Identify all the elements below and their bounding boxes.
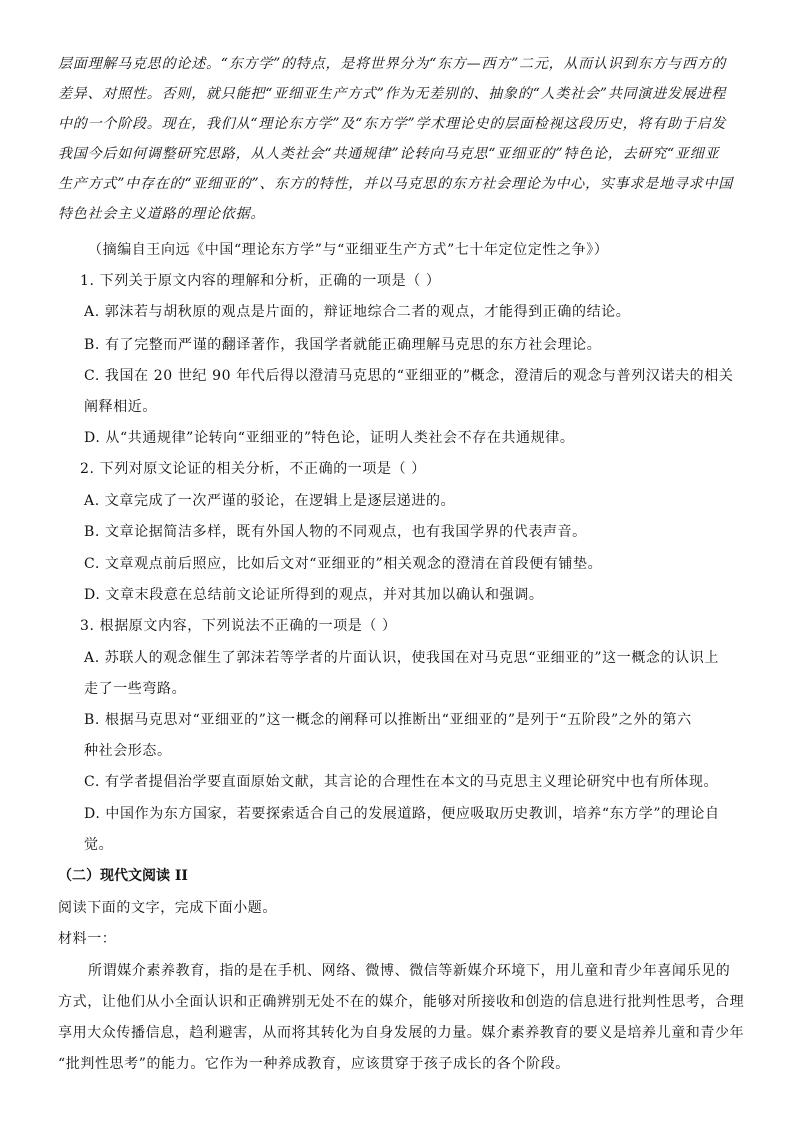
- question-stem: 2. 下列对原文论证的相关分析，不正确的一项是（ ）: [80, 461, 426, 477]
- question-option-continued: 种社会形态。: [84, 743, 172, 759]
- question-option-continued: 走了一些弯路。: [84, 681, 187, 697]
- passage-line: 层面理解马克思的论述。“东方学”的特点，是将世界分为“东方—西方”二元，从而认识到东方与西方的: [58, 56, 727, 72]
- question-option: A. 文章完成了一次严谨的驳论，在逻辑上是逐层递进的。: [84, 493, 456, 509]
- question-option: C. 我国在 20 世纪 90 年代后得以澄清马克思的“亚细亚的”概念，澄清后的观念与普列汉诺夫的相关: [84, 368, 734, 384]
- question-option: D. 中国作为东方国家，若要探索适合自己的发展道路，便应吸取历史教训，培养“东方学”的理论自: [84, 806, 720, 822]
- material-paragraph-line: 所谓媒介素养教育，指的是在手机、网络、微博、微信等新媒介环境下，用儿童和青少年喜闻乐见的: [88, 963, 731, 979]
- question-option: B. 根据马克思对“亚细亚的”这一概念的阐释可以推断出“亚细亚的”是列于“五阶段”之外的第六: [84, 712, 692, 728]
- material-paragraph-line: 享用大众传播信息，趋利避害，从而将其转化为自身发展的力量。媒介素养教育的要义是培养儿童和青少年: [58, 1025, 745, 1041]
- citation: （摘编自王向远《中国“理论东方学”与“亚细亚生产方式”七十年定位定性之争》）: [88, 242, 609, 258]
- material-label: 材料一：: [58, 931, 117, 947]
- question-option: C. 文章观点前后照应，比如后文对“亚细亚的”相关观念的澄清在首段便有铺垫。: [84, 556, 603, 572]
- question-option-continued: 阐释相近。: [84, 399, 157, 415]
- question-option: A. 郭沫若与胡秋原的观点是片面的，辩证地综合二者的观点，才能得到正确的结论。: [84, 304, 631, 320]
- material-paragraph-line: 方式，让他们从小全面认识和正确辨别无处不在的媒介，能够对所接收和创造的信息进行批判性思考，合理: [58, 994, 745, 1010]
- question-option: A. 苏联人的观念催生了郭沫若等学者的片面认识，使我国在对马克思“亚细亚的”这一概念的认识上: [84, 650, 719, 666]
- material-paragraph-line: “批判性思考”的能力。它作为一种养成教育，应该贯穿于孩子成长的各个阶段。: [58, 1056, 570, 1072]
- question-option-continued: 觉。: [84, 837, 114, 853]
- passage-line: 我国今后如何调整研究思路，从人类社会“共通规律”论转向马克思“亚细亚的”特色论，去研究“亚细亚: [58, 146, 720, 162]
- question-stem: 3. 根据原文内容，下列说法不正确的一项是（ ）: [80, 618, 397, 634]
- question-stem: 1. 下列关于原文内容的理解和分析，正确的一项是（ ）: [80, 273, 441, 289]
- question-option: D. 从“共通规律”论转向“亚细亚的”特色论，证明人类社会不存在共通规律。: [84, 430, 575, 446]
- section-heading: （二）现代文阅读 II: [58, 868, 188, 884]
- question-option: B. 有了完整而严谨的翻译著作，我国学者就能正确理解马克思的东方社会理论。: [84, 337, 602, 353]
- question-option: B. 文章论据简洁多样，既有外国人物的不同观点，也有我国学界的代表声音。: [84, 524, 587, 540]
- question-option: D. 文章末段意在总结前文论证所得到的观点，并对其加以确认和强调。: [84, 587, 544, 603]
- passage-line: 中的一个阶段。现在，我们从“理论东方学”及“东方学”学术理论史的层面检视这段历史，将有助于启发: [58, 116, 727, 132]
- section-instruction: 阅读下面的文字，完成下面小题。: [58, 900, 277, 916]
- passage-line: 特色社会主义道路的理论依据。: [58, 206, 266, 222]
- passage-line: 生产方式”中存在的“亚细亚的”、东方的特性，并以马克思的东方社会理论为中心，实事求是地寻求中国: [58, 176, 734, 192]
- passage-line: 差异、对照性。否则，就只能把“亚细亚生产方式”作为无差别的、抽象的“人类社会”共同演进发展进程: [58, 86, 727, 102]
- question-option: C. 有学者提倡治学要直面原始文献，其言论的合理性在本文的马克思主义理论研究中也有所体现。: [84, 774, 719, 790]
